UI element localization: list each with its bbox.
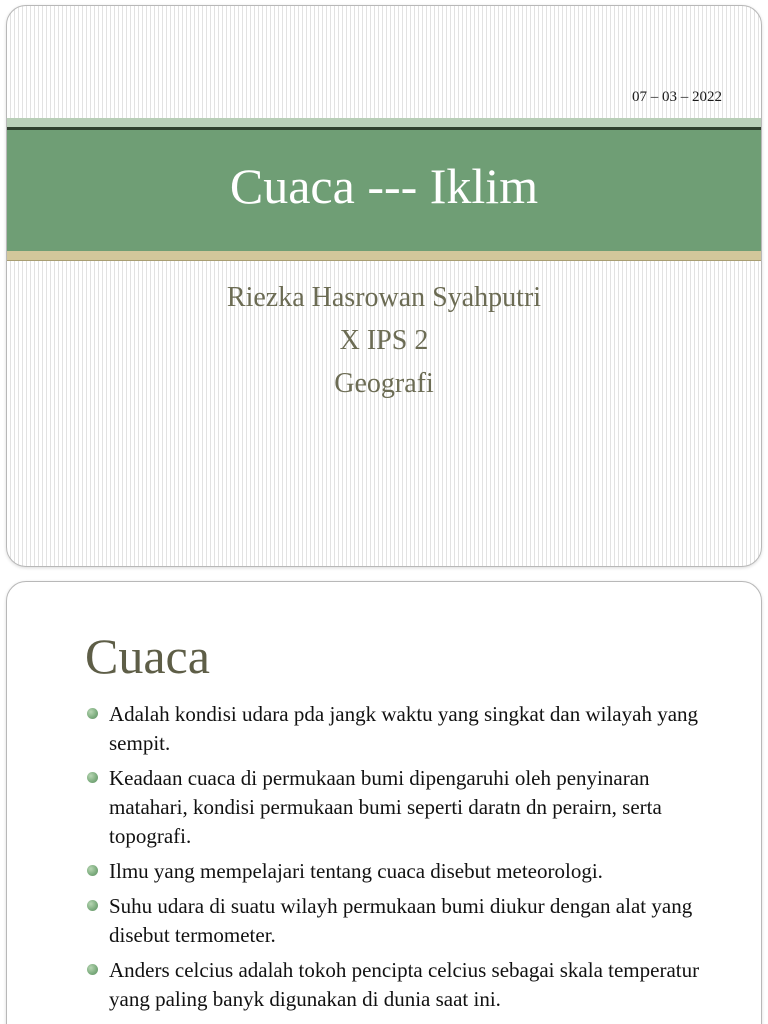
list-item-text: Suhu udara di suatu wilayh permukaan bumi diukur dengan alat yang disebut termometer. [109, 894, 693, 947]
round-bullet-icon [87, 900, 98, 911]
class-name: X IPS 2 [339, 325, 429, 356]
list-item [85, 857, 715, 886]
slide-date: 07 – 03 – 2022 [632, 89, 722, 105]
subject-name: Geografi [334, 368, 434, 399]
round-bullet-icon [87, 865, 98, 876]
author-name: Riezka Hasrowan Syahputri [226, 282, 542, 313]
list-item [85, 700, 715, 758]
list-item-text: Ilmu yang mempelajari tentang cuaca disebut meteorologi. [109, 859, 603, 883]
title-band-bottom-stripe [7, 251, 761, 261]
round-bullet-icon [87, 772, 98, 783]
list-item-text: Adalah kondisi udara pda jangk waktu yang singkat dan wilayah yang sempit. [109, 702, 699, 755]
content-slide [6, 581, 762, 1024]
slide-subtitle [7, 276, 761, 405]
bullet-list [85, 700, 715, 1020]
title-slide [6, 5, 762, 567]
list-item-text: Anders celcius adalah tokoh pencipta celcius sebagai skala temperatur yang paling banyk digunakan di dunia saat ini. [109, 958, 700, 1011]
slide-heading: Cuaca [85, 628, 210, 684]
title-band [7, 130, 761, 251]
slide-title: Cuaca --- Iklim [229, 157, 539, 214]
list-item [85, 764, 715, 851]
round-bullet-icon [87, 708, 98, 719]
round-bullet-icon [87, 964, 98, 975]
list-item-text: Keadaan cuaca di permukaan bumi dipengaruhi oleh penyinaran matahari, kondisi permukaan bumi seperti daratn dn perairn, serta topografi. [109, 766, 662, 848]
list-item [85, 892, 715, 950]
list-item [85, 956, 715, 1014]
